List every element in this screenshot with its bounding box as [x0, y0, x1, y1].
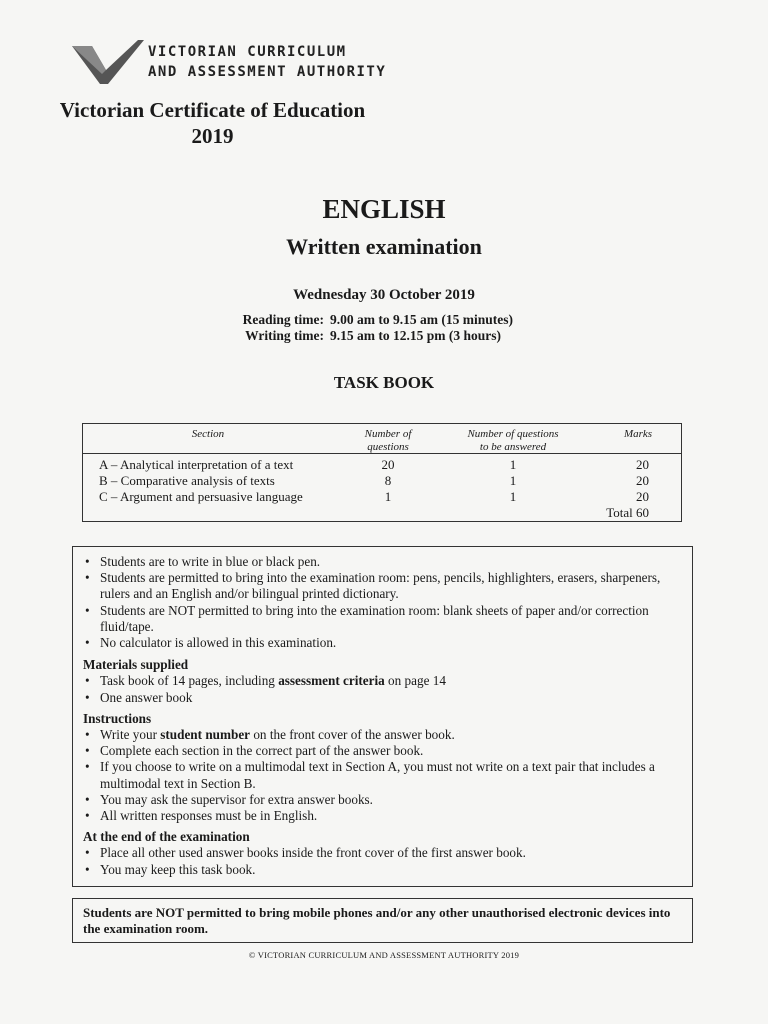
list-item	[83, 727, 683, 743]
cell-questions: 8	[384, 473, 392, 488]
bullet-icon: •	[85, 635, 90, 651]
list-item-text: Complete each section in the correct part of the answer book.	[100, 743, 424, 759]
bullet-icon: •	[85, 845, 90, 861]
cell-questions: 1	[384, 489, 392, 504]
writing-time-row	[230, 328, 501, 344]
bullet-icon: •	[85, 673, 90, 689]
cell-marks: 20	[636, 489, 649, 504]
mobile-phones-notice-box	[72, 898, 693, 943]
list-item-text: on the front cover of the answer book.	[250, 727, 455, 743]
task-book-heading: TASK BOOK	[333, 373, 435, 392]
cell-to-answer: 1	[509, 489, 517, 504]
cell-section: B – Comparative analysis of texts	[99, 473, 275, 488]
list-item-text: All written responses must be in English.	[100, 808, 318, 824]
list-item	[83, 554, 683, 570]
th-marks: Marks	[623, 428, 653, 440]
list-item-text: If you choose to write on a multimodal text in Section A, you must not write on a text pair that includes a multimodal text in Section B.	[100, 759, 655, 791]
section-table	[82, 423, 682, 522]
cell-to-answer: 1	[509, 473, 517, 488]
copyright-footer: © VICTORIAN CURRICULUM AND ASSESSMENT AUTHORITY 2019	[248, 950, 520, 960]
list-item-text: Students are NOT permitted to bring into the examination room: blank sheets of paper and/or correction fluid/tape.	[100, 602, 649, 634]
list-item	[83, 862, 683, 878]
instructions-heading: Instructions	[83, 710, 152, 726]
list-item	[83, 759, 683, 791]
cell-total: Total 60	[606, 505, 649, 520]
list-item-text: Students are to write in blue or black pen.	[100, 554, 321, 569]
list-item-text: You may ask the supervisor for extra answer books.	[100, 791, 373, 807]
list-item	[83, 690, 683, 706]
list-item-text: Place all other used answer books inside the front cover of the first answer book.	[100, 845, 526, 861]
list-item	[83, 635, 683, 651]
list-item	[83, 570, 683, 602]
list-item-bold: student number	[160, 727, 251, 743]
list-item-text: You may keep this task book.	[100, 861, 256, 877]
list-item-text: Write your	[100, 727, 161, 743]
exam-subject: ENGLISH	[322, 194, 446, 224]
list-item	[83, 603, 683, 635]
list-item	[83, 792, 683, 808]
exam-type: Written examination	[286, 234, 482, 259]
reading-time-row	[230, 312, 513, 328]
list-item-text: No calculator is allowed in this examination.	[100, 635, 337, 651]
th-to-answer-line1: Number of questions	[467, 428, 559, 440]
bullet-icon: •	[85, 602, 90, 618]
instructions-box	[72, 546, 693, 887]
vce-title: Victorian Certificate of Education	[59, 98, 366, 122]
list-item-text: Students are permitted to bring into the examination room: pens, pencils, highlighters, erasers, sharpeners, rulers and an English and/or bilingual printed dictionary.	[100, 570, 661, 602]
cell-to-answer: 1	[509, 457, 517, 472]
th-number-of-questions	[333, 428, 443, 454]
th-to-answer-line2: to be answered	[479, 441, 547, 453]
logo-text-line1: VICTORIAN CURRICULUM	[148, 44, 347, 60]
bullet-icon: •	[85, 570, 90, 586]
end-of-exam-heading: At the end of the examination	[83, 829, 250, 845]
table-row	[83, 473, 681, 489]
cell-section: A – Analytical interpretation of a text	[99, 457, 294, 472]
cell-marks: 20	[636, 473, 649, 488]
list-item-text: on page 14	[384, 673, 446, 689]
table-row	[83, 489, 681, 505]
materials-heading: Materials supplied	[83, 657, 189, 673]
bullet-icon: •	[85, 791, 90, 807]
table-body	[83, 457, 681, 521]
reading-time-value: 9.00 am to 9.15 am (15 minutes)	[330, 312, 513, 327]
th-number-of-questions-line1: Number of	[364, 428, 412, 440]
bullet-icon: •	[85, 808, 90, 824]
writing-time-label: Writing time:	[245, 328, 324, 343]
list-item-bold: assessment criteria	[278, 673, 385, 689]
cell-marks: 20	[636, 457, 649, 472]
bullet-icon: •	[85, 727, 90, 743]
reading-time-label: Reading time:	[242, 312, 324, 327]
th-questions-to-answer	[448, 428, 578, 454]
vcaa-logo-tick-icon	[72, 40, 144, 84]
mobile-phones-notice: Students are NOT permitted to bring mobile phones and/or any other unauthorised electronic devices into the examination room.	[83, 905, 671, 936]
bullet-icon: •	[85, 861, 90, 877]
th-section: Section	[191, 428, 225, 440]
bullet-icon: •	[85, 689, 90, 705]
list-item	[83, 673, 683, 689]
table-total-row	[83, 505, 681, 521]
writing-time-value: 9.15 am to 12.15 pm (3 hours)	[330, 328, 501, 343]
cell-questions: 20	[381, 457, 395, 472]
list-item	[83, 743, 683, 759]
th-number-of-questions-line2: questions	[367, 441, 409, 453]
bullet-icon: •	[85, 759, 90, 775]
instructions-content	[83, 554, 683, 878]
list-item-text: Task book of 14 pages, including	[100, 673, 279, 689]
exam-date: Wednesday 30 October 2019	[293, 287, 475, 303]
logo-text-line2: AND ASSESSMENT AUTHORITY	[148, 64, 387, 80]
bullet-icon: •	[85, 554, 90, 569]
bullet-icon: •	[85, 743, 90, 759]
list-item	[83, 845, 683, 861]
vce-year: 2019	[191, 124, 234, 148]
table-row	[83, 457, 681, 473]
list-item-text: One answer book	[100, 689, 193, 705]
list-item	[83, 808, 683, 824]
cell-section: C – Argument and persuasive language	[99, 489, 303, 504]
